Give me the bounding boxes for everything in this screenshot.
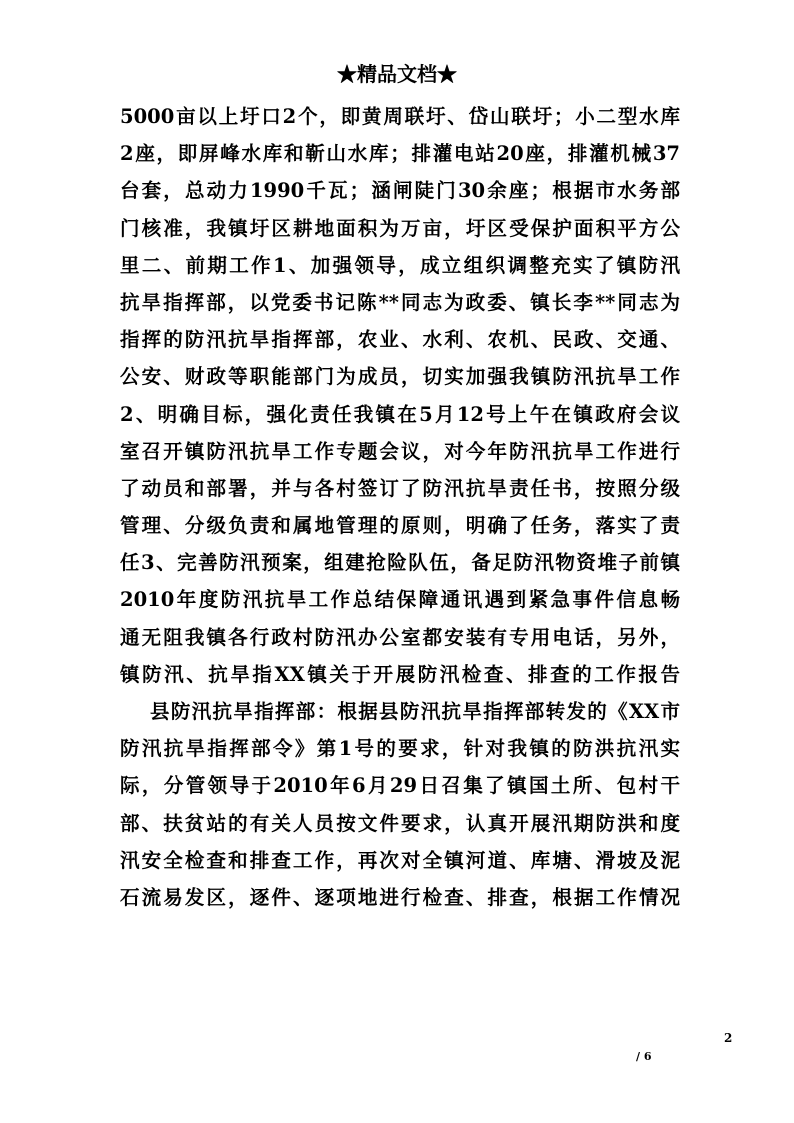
text-line: 里二、前期工作1、加强领导，成立组织调整充实了镇防汛 bbox=[120, 253, 680, 277]
text-line: 2、明确目标，强化责任我镇在5月12号上午在镇政府会议 bbox=[120, 402, 680, 426]
text-line: 5000亩以上圩口2个，即黄周联圩、岱山联圩；小二型水库 bbox=[120, 105, 680, 128]
text-line: 镇防汛、抗旱指XX镇关于开展防汛检查、排查的工作报告 bbox=[120, 662, 680, 686]
text-line: 汛安全检查和排查工作，再次对全镇河道、库塘、滑坡及泥 bbox=[120, 848, 680, 872]
text-line: 了动员和部署，并与各村签订了防汛抗旱责任书，按照分级 bbox=[120, 476, 680, 500]
header-title: ★精品文档★ bbox=[337, 62, 457, 86]
text-line: 室召开镇防汛抗旱工作专题会议，对今年防汛抗旱工作进行 bbox=[120, 439, 680, 463]
body-text bbox=[120, 98, 680, 916]
text-line: 通无阻我镇各行政村防汛办公室都安装有专用电话，另外， bbox=[120, 625, 680, 649]
text-line: 指挥的防汛抗旱指挥部，农业、水利、农机、民政、交通、 bbox=[120, 328, 680, 352]
text-line: 县防汛抗旱指挥部：根据县防汛抗旱指挥部转发的《XX市 bbox=[150, 700, 680, 723]
text-line: 抗旱指挥部，以党委书记陈**同志为政委、镇长李**同志为 bbox=[120, 290, 680, 314]
text-line: 2座，即屏峰水库和靳山水库；排灌电站20座，排灌机械37 bbox=[120, 142, 680, 166]
page-total: / 6 bbox=[636, 1050, 652, 1063]
text-line: 公安、财政等职能部门为成员，切实加强我镇防汛抗旱工作 bbox=[120, 365, 680, 389]
text-line: 石流易发区，逐件、逐项地进行检查、排查，根据工作情况 bbox=[120, 885, 680, 909]
text-line: 任3、完善防汛预案，组建抢险队伍，备足防汛物资堆子前镇 bbox=[120, 551, 680, 575]
text-line: 防汛抗旱指挥部令》第1号的要求，针对我镇的防洪抗汛实 bbox=[120, 737, 680, 761]
text-line: 门核准，我镇圩区耕地面积为万亩，圩区受保护面积平方公 bbox=[120, 216, 680, 240]
page-number: 2 bbox=[724, 1031, 733, 1045]
text-line: 际，分管领导于2010年6月29日召集了镇国土所、包村干 bbox=[120, 774, 680, 798]
text-line: 2010年度防汛抗旱工作总结保障通讯遇到紧急事件信息畅 bbox=[120, 588, 680, 612]
text-line: 管理、分级负责和属地管理的原则，明确了任务，落实了责 bbox=[120, 514, 680, 538]
text-line: 部、扶贫站的有关人员按文件要求，认真开展汛期防洪和度 bbox=[120, 811, 680, 835]
text-line: 台套，总动力1990千瓦；涵闸陡门30余座；根据市水务部 bbox=[120, 179, 680, 203]
